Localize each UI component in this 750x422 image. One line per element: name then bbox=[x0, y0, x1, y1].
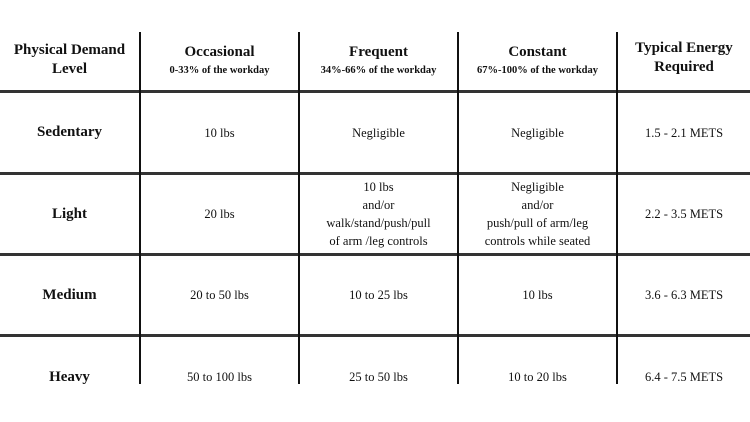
header-subtitle: 67%-100% of the workday bbox=[476, 64, 599, 76]
frequent-line: 25 to 50 lbs bbox=[349, 370, 408, 384]
header-title: Frequent bbox=[349, 43, 408, 60]
row-label: Sedentary bbox=[37, 124, 102, 140]
occasional-value: 10 lbs bbox=[204, 125, 235, 140]
occasional-value: 50 to 100 lbs bbox=[187, 370, 252, 384]
frequent-line: and/or bbox=[362, 198, 395, 212]
frequent-line: Negligible bbox=[352, 125, 405, 140]
frequent-value bbox=[300, 93, 457, 172]
header-occasional bbox=[141, 30, 298, 90]
frequent-line: 10 lbs bbox=[363, 180, 394, 194]
header-title: Level bbox=[52, 61, 87, 77]
frequent-value bbox=[300, 337, 457, 417]
constant-line: and/or bbox=[521, 198, 554, 212]
constant-value bbox=[459, 93, 616, 172]
frequent-line: of arm /leg controls bbox=[329, 234, 428, 248]
constant-line: push/pull of arm/leg bbox=[486, 216, 589, 230]
constant-line: controls while seated bbox=[484, 234, 591, 248]
energy-value: 6.4 - 7.5 METS bbox=[644, 370, 724, 384]
header-title: Required bbox=[654, 59, 714, 75]
energy-value: 1.5 - 2.1 METS bbox=[644, 125, 724, 140]
header-frequent bbox=[300, 30, 457, 90]
header-physical-demand-level bbox=[0, 30, 139, 90]
frequent-value bbox=[300, 256, 457, 334]
frequent-line: 10 to 25 lbs bbox=[349, 288, 408, 302]
occasional-value: 20 to 50 lbs bbox=[190, 288, 249, 302]
occasional-value: 20 lbs bbox=[204, 207, 235, 221]
header-subtitle: 0-33% of the workday bbox=[169, 64, 270, 76]
constant-line: 10 to 20 lbs bbox=[508, 370, 567, 384]
frequent-value bbox=[300, 175, 457, 253]
energy-value: 2.2 - 3.5 METS bbox=[644, 207, 724, 221]
constant-line: Negligible bbox=[511, 125, 564, 140]
constant-value bbox=[459, 175, 616, 253]
header-subtitle: 34%-66% of the workday bbox=[320, 64, 437, 76]
row-label: Medium bbox=[42, 286, 97, 303]
constant-value bbox=[459, 337, 616, 417]
frequent-line: walk/stand/push/pull bbox=[326, 216, 431, 230]
energy-value: 3.6 - 6.3 METS bbox=[644, 288, 724, 302]
header-constant bbox=[459, 30, 616, 90]
header-title: Constant bbox=[508, 43, 567, 60]
constant-line: Negligible bbox=[511, 180, 564, 194]
header-typical-energy bbox=[618, 28, 750, 88]
row-label: Light bbox=[51, 205, 87, 222]
header-title: Occasional bbox=[184, 43, 255, 60]
constant-value bbox=[459, 256, 616, 334]
header-title: Physical Demand bbox=[13, 42, 126, 58]
header-title: Typical Energy bbox=[635, 40, 733, 56]
constant-line: 10 lbs bbox=[522, 288, 553, 302]
row-label: Heavy bbox=[49, 368, 90, 385]
